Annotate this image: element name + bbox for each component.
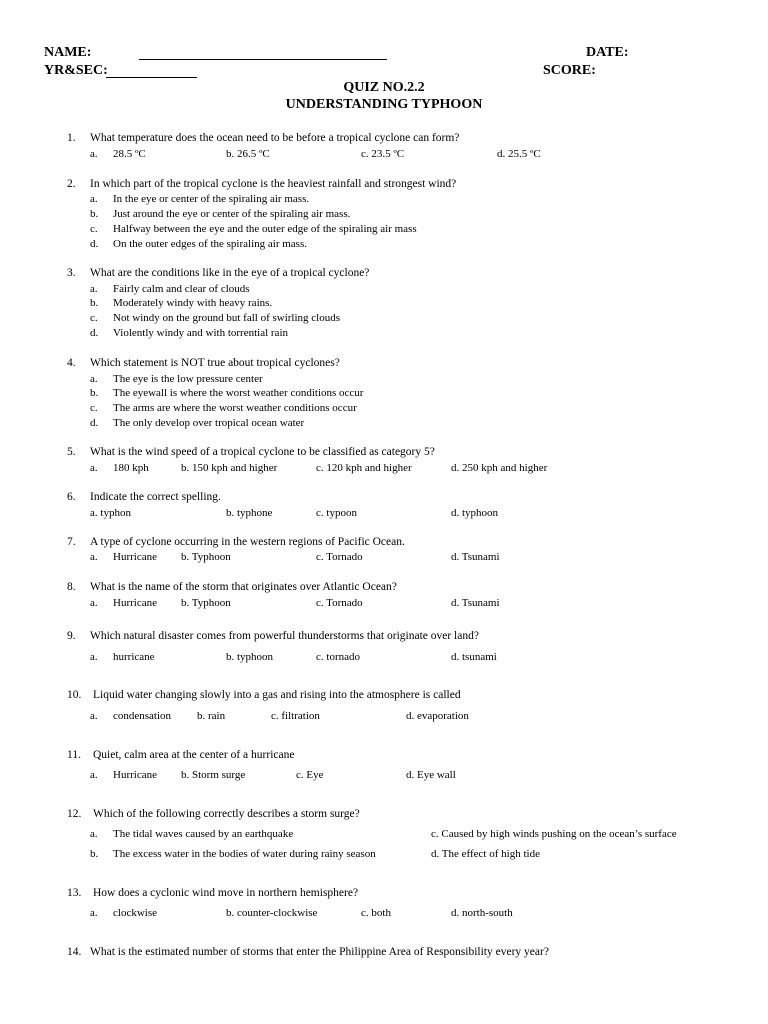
q3-option-d: Violently windy and with torrential rain <box>113 327 288 339</box>
q11-option-d: d. Eye wall <box>406 769 456 781</box>
q4-option-c-letter: c. <box>90 402 98 414</box>
q2-option-b: Just around the eye or center of the spiraling air mass. <box>113 208 351 220</box>
q4-option-d: The only develop over tropical ocean water <box>113 417 305 429</box>
q4-option-a: The eye is the low pressure center <box>113 373 263 385</box>
q10-option-d: d. evaporation <box>406 710 469 722</box>
q6-option-a: a. typhon <box>90 507 131 519</box>
q4-option-a-letter: a. <box>90 373 98 385</box>
q3-option-b: Moderately windy with heavy rains. <box>113 297 273 309</box>
question-6-number: 6. <box>67 491 76 503</box>
q9-option-a: hurricane <box>113 651 155 663</box>
q1-option-d: d. 25.5 ºC <box>497 148 541 160</box>
question-3-text: What are the conditions like in the eye of a tropical cyclone? <box>90 267 370 279</box>
question-7-number: 7. <box>67 536 76 548</box>
q13-option-a-letter: a. <box>90 907 98 919</box>
name-blank-line[interactable] <box>139 46 387 60</box>
q5-option-a-letter: a. <box>90 462 98 474</box>
q9-option-b: b. typhoon <box>226 651 274 663</box>
question-7-text: A type of cyclone occurring in the western regions of Pacific Ocean. <box>90 536 405 548</box>
q12-option-a: The tidal waves caused by an earthquake <box>113 828 294 840</box>
q5-option-a: 180 kph <box>113 462 149 474</box>
q4-option-c: The arms are where the worst weather conditions occur <box>113 402 357 414</box>
q9-option-c: c. tornado <box>316 651 360 663</box>
q13-option-b: b. counter-clockwise <box>226 907 318 919</box>
question-13-number: 13. <box>67 887 82 899</box>
q10-option-a: condensation <box>113 710 172 722</box>
question-10-text: Liquid water changing slowly into a gas and rising into the atmosphere is called <box>93 689 461 701</box>
question-1-number: 1. <box>67 132 76 144</box>
score-label: SCORE: <box>543 63 596 78</box>
q1-option-b: b. 26.5 ºC <box>226 148 270 160</box>
q6-option-d: d. typhoon <box>451 507 499 519</box>
q13-option-d: d. north-south <box>451 907 513 919</box>
q7-option-d: d. Tsunami <box>451 551 500 563</box>
yrsec-blank-line[interactable] <box>106 64 197 78</box>
yrsec-label: YR&SEC: <box>44 63 108 78</box>
question-2-text: In which part of the tropical cyclone is the heaviest rainfall and strongest wind? <box>90 178 457 190</box>
q2-option-d-letter: d. <box>90 238 99 250</box>
q2-option-b-letter: b. <box>90 208 99 220</box>
quiz-subject-title: UNDERSTANDING TYPHOON <box>285 97 483 112</box>
q12-option-a-letter: a. <box>90 828 98 840</box>
q10-option-a-letter: a. <box>90 710 98 722</box>
question-2-number: 2. <box>67 178 76 190</box>
q6-option-c: c. typoon <box>316 507 357 519</box>
q7-option-a: Hurricane <box>113 551 157 563</box>
question-10-number: 10. <box>67 689 82 701</box>
date-label: DATE: <box>586 45 629 60</box>
question-14-text: What is the estimated number of storms that enter the Philippine Area of Responsibility every year? <box>90 946 549 958</box>
q3-option-d-letter: d. <box>90 327 99 339</box>
q7-option-a-letter: a. <box>90 551 98 563</box>
q11-option-a: Hurricane <box>113 769 157 781</box>
question-1-text: What temperature does the ocean need to be before a tropical cyclone can form? <box>90 132 460 144</box>
q2-option-a: In the eye or center of the spiraling air mass. <box>113 193 310 205</box>
q12-option-d: d. The effect of high tide <box>431 848 540 860</box>
q9-option-a-letter: a. <box>90 651 98 663</box>
q11-option-c: c. Eye <box>296 769 324 781</box>
q2-option-a-letter: a. <box>90 193 98 205</box>
question-5-number: 5. <box>67 446 76 458</box>
question-4-text: Which statement is NOT true about tropical cyclones? <box>90 357 340 369</box>
q8-option-a-letter: a. <box>90 597 98 609</box>
q8-option-a: Hurricane <box>113 597 157 609</box>
q3-option-c: Not windy on the ground but fall of swirling clouds <box>113 312 341 324</box>
q2-option-c-letter: c. <box>90 223 98 235</box>
q7-option-c: c. Tornado <box>316 551 363 563</box>
q8-option-d: d. Tsunami <box>451 597 500 609</box>
question-9-text: Which natural disaster comes from powerful thunderstorms that originate over land? <box>90 630 479 642</box>
q7-option-b: b. Typhoon <box>181 551 231 563</box>
q8-option-c: c. Tornado <box>316 597 363 609</box>
quiz-number-title: QUIZ NO.2.2 <box>343 80 425 95</box>
question-8-number: 8. <box>67 581 76 593</box>
q10-option-c: c. filtration <box>271 710 320 722</box>
q1-option-a-letter: a. <box>90 148 98 160</box>
q5-option-d: d. 250 kph and higher <box>451 462 548 474</box>
q4-option-b-letter: b. <box>90 387 99 399</box>
q2-option-d: On the outer edges of the spiraling air mass. <box>113 238 307 250</box>
question-4-number: 4. <box>67 357 76 369</box>
q12-option-b-letter: b. <box>90 848 99 860</box>
q11-option-b: b. Storm surge <box>181 769 246 781</box>
name-label: NAME: <box>44 45 92 60</box>
q3-option-c-letter: c. <box>90 312 98 324</box>
q13-option-c: c. both <box>361 907 391 919</box>
q2-option-c: Halfway between the eye and the outer edge of the spiraling air mass <box>113 223 417 235</box>
q11-option-a-letter: a. <box>90 769 98 781</box>
question-11-number: 11. <box>67 749 81 761</box>
question-6-text: Indicate the correct spelling. <box>90 491 221 503</box>
q3-option-a-letter: a. <box>90 283 98 295</box>
question-9-number: 9. <box>67 630 76 642</box>
q3-option-a: Fairly calm and clear of clouds <box>113 283 250 295</box>
q12-option-c: c. Caused by high winds pushing on the ocean’s surface <box>431 828 677 840</box>
question-8-text: What is the name of the storm that originates over Atlantic Ocean? <box>90 581 397 593</box>
q8-option-b: b. Typhoon <box>181 597 231 609</box>
q3-option-b-letter: b. <box>90 297 99 309</box>
q5-option-b: b. 150 kph and higher <box>181 462 278 474</box>
question-12-number: 12. <box>67 808 82 820</box>
q4-option-b: The eyewall is where the worst weather conditions occur <box>113 387 364 399</box>
q12-option-b: The excess water in the bodies of water during rainy season <box>113 848 376 860</box>
question-12-text: Which of the following correctly describes a storm surge? <box>93 808 360 820</box>
q13-option-a: clockwise <box>113 907 157 919</box>
q6-option-b: b. typhone <box>226 507 273 519</box>
question-3-number: 3. <box>67 267 76 279</box>
question-11-text: Quiet, calm area at the center of a hurricane <box>93 749 295 761</box>
q4-option-d-letter: d. <box>90 417 99 429</box>
question-5-text: What is the wind speed of a tropical cyclone to be classified as category 5? <box>90 446 435 458</box>
q5-option-c: c. 120 kph and higher <box>316 462 412 474</box>
q1-option-a: 28.5 ºC <box>113 148 146 160</box>
q10-option-b: b. rain <box>197 710 226 722</box>
q1-option-c: c. 23.5 ºC <box>361 148 405 160</box>
question-13-text: How does a cyclonic wind move in northern hemisphere? <box>93 887 359 899</box>
question-14-number: 14. <box>67 946 82 958</box>
q9-option-d: d. tsunami <box>451 651 497 663</box>
